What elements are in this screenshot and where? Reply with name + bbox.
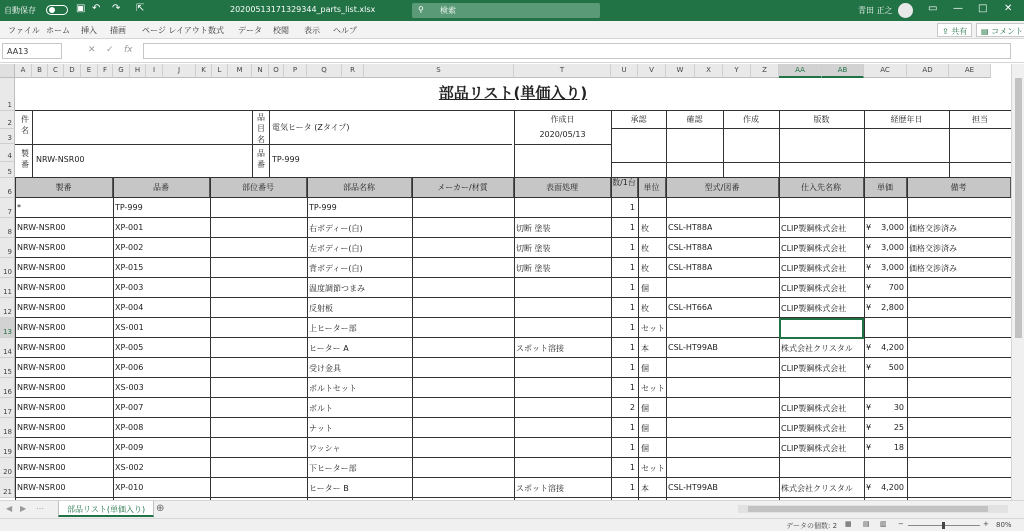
cell-r17-c0: NRW-NSR00 [17,403,66,412]
table-header-4: メーカー/材質 [412,178,514,198]
ribbon-tabs [0,21,1024,39]
cell-r8-c1: XP-001 [115,223,144,232]
row-line [15,417,1011,418]
row-header-14[interactable]: 14 [0,338,15,358]
cell-r17-c3: ボルト [309,404,333,413]
price-value: 3,000 [881,243,904,252]
cell-r7-c0: * [17,203,21,212]
hinmoku-value: 電気ヒータ (Zタイプ) [272,123,350,132]
formula-input[interactable] [143,43,1011,59]
cell-r19-c3: ワッシャ [309,444,341,453]
cell-r11-c7: 個 [641,284,649,293]
row-header-5[interactable]: 5 [0,162,15,178]
column-header-k[interactable]: K [196,64,212,78]
cell-r15-c7: 個 [641,364,649,373]
price-currency: ¥ [866,343,872,352]
cell-r16-c6: 1 [629,383,635,392]
tab-draw[interactable]: 描画 [110,26,126,35]
cell-r12-c9: CLIP製鋼株式会社 [781,304,847,313]
price-currency: ¥ [866,283,872,292]
tab-formulas[interactable]: 数式 [208,26,224,35]
cell-r8-c7: 枚 [641,224,649,233]
price-currency: ¥ [866,423,872,432]
header-line [611,162,1011,163]
price-value: 700 [888,283,904,292]
table-col-line [15,178,16,500]
search-box[interactable] [412,3,600,18]
table-col-line [638,178,639,500]
vertical-scroll-thumb[interactable] [1015,78,1022,338]
selected-cell[interactable] [779,318,864,339]
normal-view-icon[interactable]: ▦ [845,520,852,528]
next-sheet-icon[interactable]: ▶ [20,504,27,513]
cell-r12-c1: XP-004 [115,303,144,312]
cell-r13-c7: セット [641,324,665,333]
row-header-10[interactable]: 10 [0,258,15,278]
horizontal-scrollbar[interactable] [738,505,1008,513]
header-top-border [15,110,1011,111]
add-sheet-icon[interactable]: ⊕ [156,503,165,514]
table-col-line [307,178,308,500]
cell-r15-c3: 受け金具 [309,364,341,373]
history-date-label: 経歴年日 [890,115,923,124]
cell-r16-c3: ボルトセット [309,384,357,393]
cell-r12-c8: CSL-HT66A [668,303,713,312]
cell-r7-c3: TP-999 [309,203,337,212]
redo-icon[interactable]: ↷ [112,3,121,14]
cell-r10-c1: XP-015 [115,263,144,272]
created-value: 2020/05/13 [539,130,586,139]
cell-r14-c7: 本 [641,344,649,353]
zoom-out-icon[interactable]: − [898,520,904,528]
column-header-ac[interactable]: AC [864,64,907,78]
cell-r10-c7: 枚 [641,264,649,273]
cell-r9-c9: CLIP製鋼株式会社 [781,244,847,253]
cell-r15-c0: NRW-NSR00 [17,363,66,372]
cell-r17-c9: CLIP製鋼株式会社 [781,404,847,413]
cell-r12-c3: 反射板 [309,304,333,313]
cell-r8-c5: 切断 塗装 [516,224,551,233]
cell-r19-c9: CLIP製鋼株式会社 [781,444,847,453]
hinban-value: TP-999 [272,155,300,164]
cell-r11-c3: 温度調節つまみ [309,284,365,293]
row-line [15,457,1011,458]
price-value: 3,000 [881,263,904,272]
name-box[interactable]: AA13 [2,43,62,59]
row-line [15,217,1011,218]
cell-r14-c6: 1 [629,343,635,352]
cell-r15-c9: CLIP製鋼株式会社 [781,364,847,373]
price-currency: ¥ [866,263,872,272]
cell-r9-c6: 1 [629,243,635,252]
cell-r11-c9: CLIP製鋼株式会社 [781,284,847,293]
column-header-q[interactable]: Q [307,64,342,78]
price-currency: ¥ [866,243,872,252]
cell-r12-c6: 1 [629,303,635,312]
close-icon[interactable]: ✕ [1004,3,1013,14]
table-col-line [210,178,211,500]
row-header-12[interactable]: 12 [0,298,15,318]
maximize-icon[interactable]: □ [978,3,988,14]
cell-r10-c8: CSL-HT88A [668,263,713,272]
column-header-v[interactable]: V [638,64,666,78]
table-header-2: 部位番号 [210,178,307,198]
table-col-line [412,178,413,500]
column-header-m[interactable]: M [228,64,252,78]
table-header-1: 品番 [113,178,210,198]
cell-r14-c9: 株式会社クリスタル [781,344,853,353]
cell-r8-c9: CLIP製鋼株式会社 [781,224,847,233]
cell-r19-c7: 個 [641,444,649,453]
table-header-3: 部品名称 [307,178,412,198]
cell-r14-c3: ヒーター A [309,344,349,353]
cell-r8-c3: 右ボディー(白) [309,224,363,233]
cell-r8-c11: 価格交渉済み [909,224,957,233]
row-line [15,297,1011,298]
table-col-line [864,178,865,500]
cancel-icon[interactable]: ✕ [88,45,96,55]
cell-r21-c8: CSL-HT99AB [668,483,718,492]
column-header-z[interactable]: Z [751,64,779,78]
price-currency: ¥ [866,363,872,372]
user-name: 青田 正之 [858,6,893,15]
table-header-5: 表面処理 [514,178,611,198]
row-header-13[interactable]: 13 [0,318,15,338]
sheet-title: 部品リスト(単価入り) [438,84,588,102]
tab-page-layout[interactable]: ページ レイアウト [142,26,208,35]
row-header-1[interactable]: 1 [0,78,15,111]
table-col-line [666,178,667,500]
cell-r20-c3: 下ヒーター部 [309,464,357,473]
row-header-4[interactable]: 4 [0,144,15,162]
row-header-6[interactable]: 6 [0,178,15,198]
column-header-p[interactable]: P [284,64,307,78]
cell-r13-c6: 1 [629,323,635,332]
page-break-view-icon[interactable]: ▥ [880,520,887,528]
cell-r8-c0: NRW-NSR00 [17,223,66,232]
column-header-ab[interactable]: AB [822,64,864,78]
price-currency: ¥ [866,223,872,232]
author-label: 作成 [743,115,759,124]
row-header-16[interactable]: 16 [0,378,15,398]
horizontal-scroll-thumb[interactable] [748,506,988,512]
hinban-label-1: 番 [257,160,265,169]
kenmei-label-0: 件 [21,115,29,124]
column-header-j[interactable]: J [163,64,196,78]
cell-r18-c9: CLIP製鋼株式会社 [781,424,847,433]
cell-r10-c9: CLIP製鋼株式会社 [781,264,847,273]
column-header-b[interactable]: B [32,64,48,78]
price-value: 4,200 [881,483,904,492]
cell-r11-c1: XP-003 [115,283,144,292]
function-icon[interactable]: fx [124,45,133,55]
cell-r21-c7: 本 [641,484,649,493]
column-header-l[interactable]: L [212,64,228,78]
hinmoku-label-1: 目 [257,124,265,133]
vertical-scrollbar[interactable] [1011,64,1024,500]
column-header-a[interactable]: A [15,64,32,78]
table-col-line [113,178,114,500]
file-name: 20200513171329344_parts_list.xlsx [230,5,376,14]
ribbon-options-icon[interactable]: ▭ [928,3,938,14]
cell-r20-c7: セット [641,464,665,473]
zoom-in-icon[interactable]: + [983,520,989,528]
minimize-icon[interactable]: — [953,3,963,14]
price-value: 3,000 [881,223,904,232]
select-all-corner[interactable] [0,64,15,78]
cell-r9-c8: CSL-HT88A [668,243,713,252]
table-header-9: 仕入先名称 [779,178,864,198]
cell-r8-c8: CSL-HT88A [668,223,713,232]
cell-r9-c11: 価格交渉済み [909,244,957,253]
cell-r19-c1: XP-009 [115,443,144,452]
header-line [514,144,611,145]
cell-r17-c1: XP-007 [115,403,144,412]
cell-r9-c5: 切断 塗装 [516,244,551,253]
column-header-ae[interactable]: AE [949,64,991,78]
cell-r11-c6: 1 [629,283,635,292]
price-value: 30 [893,403,904,412]
price-currency: ¥ [866,483,872,492]
sheet-list-icon[interactable]: ⋯ [36,504,44,513]
cell-r18-c6: 1 [629,423,635,432]
comment-button[interactable]: ▤ コメント [976,23,1024,37]
cell-r19-c0: NRW-NSR00 [17,443,66,452]
column-header-h[interactable]: H [130,64,146,78]
column-header-r[interactable]: R [342,64,364,78]
cell-r13-c1: XS-001 [115,323,144,332]
cell-r9-c0: NRW-NSR00 [17,243,66,252]
price-currency: ¥ [866,403,872,412]
table-header-0: 製番 [15,178,113,198]
hinmoku-label-2: 名 [257,135,265,144]
table-header-11: 備考 [907,178,1011,198]
zoom-level[interactable]: 80% [996,521,1012,529]
column-header-f[interactable]: F [98,64,113,78]
cell-r7-c1: TP-999 [115,203,143,212]
row-header-19[interactable]: 19 [0,438,15,458]
cell-r14-c0: NRW-NSR00 [17,343,66,352]
kenmei-label-1: 名 [21,126,29,135]
price-value: 4,200 [881,343,904,352]
created-label: 作成日 [550,115,575,124]
column-header-e[interactable]: E [81,64,98,78]
row-header-3[interactable]: 3 [0,129,15,144]
tab-home[interactable]: ホーム [46,26,70,35]
cell-r21-c6: 1 [629,483,635,492]
confirm-label: 確認 [686,115,703,124]
column-header-x[interactable]: X [695,64,723,78]
row-line [15,477,1011,478]
row-header-18[interactable]: 18 [0,418,15,438]
table-header-6: 数/1台 [611,178,638,198]
cell-r9-c7: 枚 [641,244,649,253]
prev-sheet-icon[interactable]: ◀ [6,504,13,513]
column-header-i[interactable]: I [146,64,163,78]
cell-r9-c3: 左ボディー(白) [309,244,363,253]
table-header-10: 単価 [864,178,907,198]
title-bar [0,0,1024,21]
column-header-ad[interactable]: AD [907,64,949,78]
cell-r8-c6: 1 [629,223,635,232]
column-header-s[interactable]: S [364,64,514,78]
comment-label: コメント [991,27,1024,36]
pointer-icon[interactable]: ⇱ [136,3,145,14]
share-label: 共有 [951,27,968,36]
column-header-o[interactable]: O [269,64,284,78]
tab-data[interactable]: データ [238,26,262,35]
seiban-label-1: 番 [21,160,29,169]
cell-r19-c6: 1 [629,443,635,452]
cell-r21-c9: 株式会社クリスタル [781,484,853,493]
cell-r18-c3: ナット [309,424,333,433]
autosave-label: 自動保存 [4,6,36,15]
price-currency: ¥ [866,303,872,312]
cell-r10-c3: 背ボディー(白) [309,264,363,273]
sheet-grid[interactable] [15,78,1011,500]
row-line [15,377,1011,378]
price-currency: ¥ [866,443,872,452]
enter-icon[interactable]: ✓ [106,45,114,55]
table-col-line [779,178,780,500]
column-header-n[interactable]: N [252,64,269,78]
status-count: データの個数: 2 [786,522,838,530]
column-header-u[interactable]: U [611,64,638,78]
cell-r12-c0: NRW-NSR00 [17,303,66,312]
avatar[interactable] [898,3,913,18]
save-icon[interactable]: ▣ [76,3,86,14]
column-header-d[interactable]: D [64,64,81,78]
row-header-2[interactable]: 2 [0,111,15,129]
row-line [15,397,1011,398]
autosave-toggle[interactable] [46,5,68,15]
price-value: 2,800 [881,303,904,312]
table-col-line [907,178,908,500]
person-label: 担当 [972,115,988,124]
cell-r18-c7: 個 [641,424,649,433]
cell-r17-c7: 個 [641,404,649,413]
cell-r14-c8: CSL-HT99AB [668,343,718,352]
column-header-y[interactable]: Y [723,64,751,78]
seiban-label-0: 製 [21,149,29,158]
cell-r21-c5: スポット溶接 [516,484,564,493]
row-header-21[interactable]: 21 [0,478,15,498]
header-line [611,128,1011,129]
row-header-9[interactable]: 9 [0,238,15,258]
row-line [15,277,1011,278]
cell-r18-c1: XP-008 [115,423,144,432]
column-header-c[interactable]: C [48,64,64,78]
column-header-w[interactable]: W [666,64,695,78]
table-header-bottom [15,197,1011,198]
cell-r10-c6: 1 [629,263,635,272]
cell-r15-c6: 1 [629,363,635,372]
tab-view[interactable]: 表示 [304,26,320,35]
cell-r10-c0: NRW-NSR00 [17,263,66,272]
cell-r10-c11: 価格交渉済み [909,264,957,273]
share-button[interactable]: ⇪ 共有 [937,23,972,37]
table-header-7: 単位 [638,178,666,198]
sheet-tab-bar [0,500,1024,518]
cell-r20-c0: NRW-NSR00 [17,463,66,472]
cell-r13-c3: 上ヒーター部 [309,324,357,333]
row-header-7[interactable]: 7 [0,198,15,218]
row-line [15,437,1011,438]
approval-label: 承認 [630,115,647,124]
formula-bar [0,39,1024,63]
tab-help[interactable]: ヘルプ [333,26,357,35]
undo-icon[interactable]: ↶ [92,3,101,14]
search-icon: ⚲ [418,5,424,14]
cell-r15-c1: XP-006 [115,363,144,372]
search-placeholder: 検索 [440,6,456,15]
hinmoku-label-0: 品 [257,113,265,122]
tab-file[interactable]: ファイル [8,26,40,35]
cell-r14-c1: XP-005 [115,343,144,352]
row-header-17[interactable]: 17 [0,398,15,418]
price-value: 500 [888,363,904,372]
cell-r16-c0: NRW-NSR00 [17,383,66,392]
tab-insert[interactable]: 挿入 [81,26,97,35]
cell-r11-c0: NRW-NSR00 [17,283,66,292]
row-header-11[interactable]: 11 [0,278,15,298]
row-header-15[interactable]: 15 [0,358,15,378]
table-header-8: 型式/図番 [666,178,779,198]
row-header-8[interactable]: 8 [0,218,15,238]
sheet-tab[interactable]: 部品リスト(単価入り) [58,501,154,517]
cell-r21-c0: NRW-NSR00 [17,483,66,492]
hinban-label-0: 品 [257,149,265,158]
cell-r21-c1: XP-010 [115,483,144,492]
column-header-t[interactable]: T [514,64,611,78]
cell-r16-c7: セット [641,384,665,393]
cell-r20-c1: XS-002 [115,463,144,472]
cell-r12-c7: 枚 [641,304,649,313]
row-header-20[interactable]: 20 [0,458,15,478]
row-line [15,237,1011,238]
price-value: 25 [893,423,904,432]
column-header-aa[interactable]: AA [779,64,822,78]
cell-r9-c1: XP-002 [115,243,144,252]
status-bar [0,518,1024,531]
row-line [15,357,1011,358]
price-value: 18 [893,443,904,452]
cell-r21-c3: ヒーター B [309,484,349,493]
cell-r7-c6: 1 [629,203,635,212]
page-layout-view-icon[interactable]: ▤ [863,520,870,528]
cell-r20-c6: 1 [629,463,635,472]
cell-r13-c0: NRW-NSR00 [17,323,66,332]
revision-label: 版数 [813,115,830,124]
cell-r10-c5: 切断 塗装 [516,264,551,273]
cell-r18-c0: NRW-NSR00 [17,423,66,432]
column-header-g[interactable]: G [113,64,130,78]
seiban-value: NRW-NSR00 [36,155,85,164]
table-col-line [611,178,612,500]
table-col-line [514,178,515,500]
cell-r14-c5: スポット溶接 [516,344,564,353]
row-line [15,497,1011,498]
row-line [15,257,1011,258]
cell-r17-c6: 2 [629,403,635,412]
tab-review[interactable]: 校閲 [273,26,289,35]
zoom-slider-thumb[interactable] [942,522,945,529]
cell-r16-c1: XS-003 [115,383,144,392]
